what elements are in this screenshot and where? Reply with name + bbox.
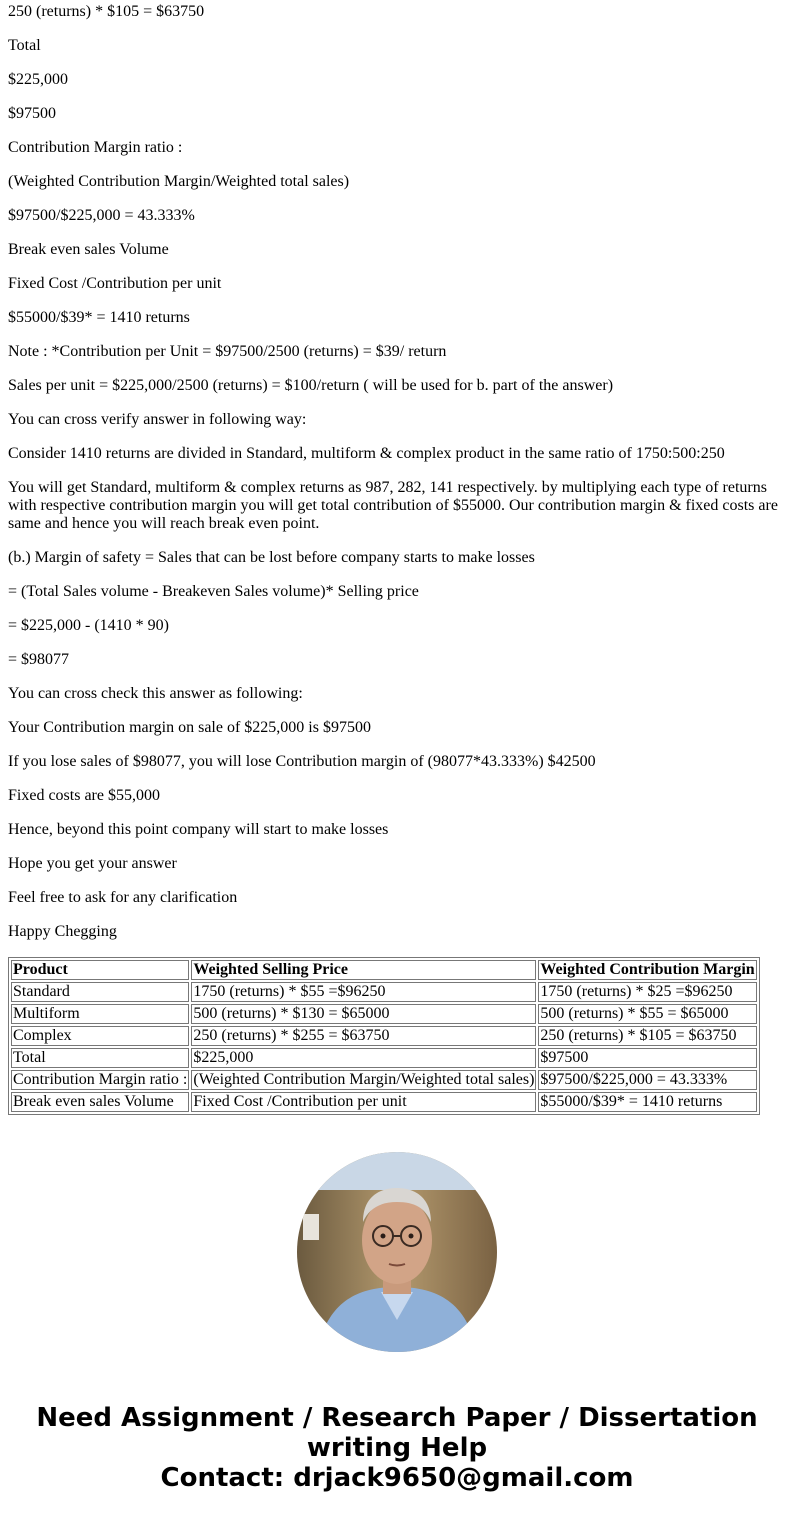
answer-paragraph: = $225,000 - (1410 * 90) [8, 617, 170, 634]
table-cell: 500 (returns) * $130 = $65000 [191, 1004, 536, 1024]
answer-content [8, 3, 786, 1115]
answer-paragraph: You will get Standard, multiform & complex returns as 987, 282, 141 respectively. by multiplying each type of returns with respective contribution margin you will get total contribution of $55000. Our contribution margin & fixed costs are same and hence you will reach break even point. [8, 479, 778, 532]
table-cell: (Weighted Contribution Margin/Weighted total sales) [193, 1071, 535, 1088]
table-header-row [11, 960, 757, 980]
table-cell: 250 (returns) * $105 = $63750 [538, 1026, 756, 1046]
table-cell: $97500/$225,000 = 43.333% [538, 1070, 756, 1090]
tutor-photo-icon [297, 1152, 497, 1352]
table-cell: $55000/$39* = 1410 returns [538, 1092, 756, 1112]
table-row [11, 982, 757, 1002]
table-cell: 1750 (returns) * $55 =$96250 [191, 982, 536, 1002]
table-cell: $97500 [538, 1048, 756, 1068]
promo-banner [0, 1403, 794, 1493]
table-cell: Total [11, 1048, 189, 1068]
table-cell: $225,000 [191, 1048, 536, 1068]
answer-paragraph: Consider 1410 returns are divided in Standard, multiform & complex product in the same ratio of 1750:500:250 [8, 445, 725, 462]
answer-paragraph: = (Total Sales volume - Breakeven Sales volume)* Selling price [8, 583, 419, 600]
answer-paragraph: Total [8, 37, 41, 54]
answer-paragraph: Hence, beyond this point company will start to make losses [8, 821, 389, 838]
answer-paragraph: $97500/$225,000 = 43.333% [8, 207, 195, 224]
table-cell: 250 (returns) * $255 = $63750 [191, 1026, 536, 1046]
answer-paragraph: Fixed costs are $55,000 [8, 787, 160, 804]
answer-paragraphs [8, 3, 786, 941]
answer-paragraph: 250 (returns) * $105 = $63750 [8, 3, 205, 20]
table-row [11, 1092, 757, 1112]
table-cell: 500 (returns) * $55 = $65000 [538, 1004, 756, 1024]
table-cell: Complex [11, 1026, 189, 1046]
table-cell: Break even sales Volume [11, 1092, 189, 1112]
answer-paragraph: = $98077 [8, 651, 70, 668]
table-cell: Contribution Margin ratio : [13, 1071, 188, 1088]
table-cell: Multiform [11, 1004, 189, 1024]
answer-paragraph: Fixed Cost /Contribution per unit [8, 275, 222, 292]
answer-paragraph: Sales per unit = $225,000/2500 (returns) = $100/return ( will be used for b. part of the answer) [8, 377, 614, 394]
table-cell: Standard [11, 982, 189, 1002]
avatar [297, 1152, 497, 1352]
answer-paragraph: $55000/$39* = 1410 returns [8, 309, 190, 326]
table-header-cell: Weighted Contribution Margin [540, 961, 755, 978]
table-cell: Fixed Cost /Contribution per unit [191, 1092, 536, 1112]
answer-paragraph: If you lose sales of $98077, you will lose Contribution margin of (98077*43.333%) $42500 [8, 753, 596, 770]
promo-headline: Need Assignment / Research Paper / Dissertation writing Help [36, 1403, 758, 1463]
answer-paragraph: Hope you get your answer [8, 855, 177, 872]
answer-paragraph: $225,000 [8, 71, 68, 88]
answer-paragraph: Note : *Contribution per Unit = $97500/2500 (returns) = $39/ return [8, 343, 447, 360]
answer-paragraph: You can cross verify answer in following way: [8, 411, 307, 428]
answer-paragraph: Feel free to ask for any clarification [8, 889, 238, 906]
table-header-cell: Product [11, 960, 189, 980]
table-row [11, 1026, 757, 1046]
answer-paragraph: Your Contribution margin on sale of $225,000 is $97500 [8, 719, 371, 736]
answer-paragraph: Contribution Margin ratio : [8, 139, 183, 156]
answer-paragraph: Happy Chegging [8, 923, 117, 940]
answer-paragraph: Break even sales Volume [8, 241, 169, 258]
answer-paragraph: $97500 [8, 105, 56, 122]
table-row [11, 1048, 757, 1068]
table-header-cell: Weighted Selling Price [191, 960, 536, 980]
answer-paragraph: (Weighted Contribution Margin/Weighted total sales) [8, 173, 350, 190]
promo-contact: Contact: drjack9650@gmail.com [160, 1463, 634, 1493]
table-row [11, 1070, 757, 1090]
table-row [11, 1004, 757, 1024]
table-body [11, 982, 757, 1112]
answer-paragraph: You can cross check this answer as following: [8, 685, 303, 702]
answer-paragraph: (b.) Margin of safety = Sales that can be lost before company starts to make losses [8, 549, 535, 566]
contribution-table [8, 957, 760, 1115]
table-cell: 1750 (returns) * $25 =$96250 [538, 982, 756, 1002]
